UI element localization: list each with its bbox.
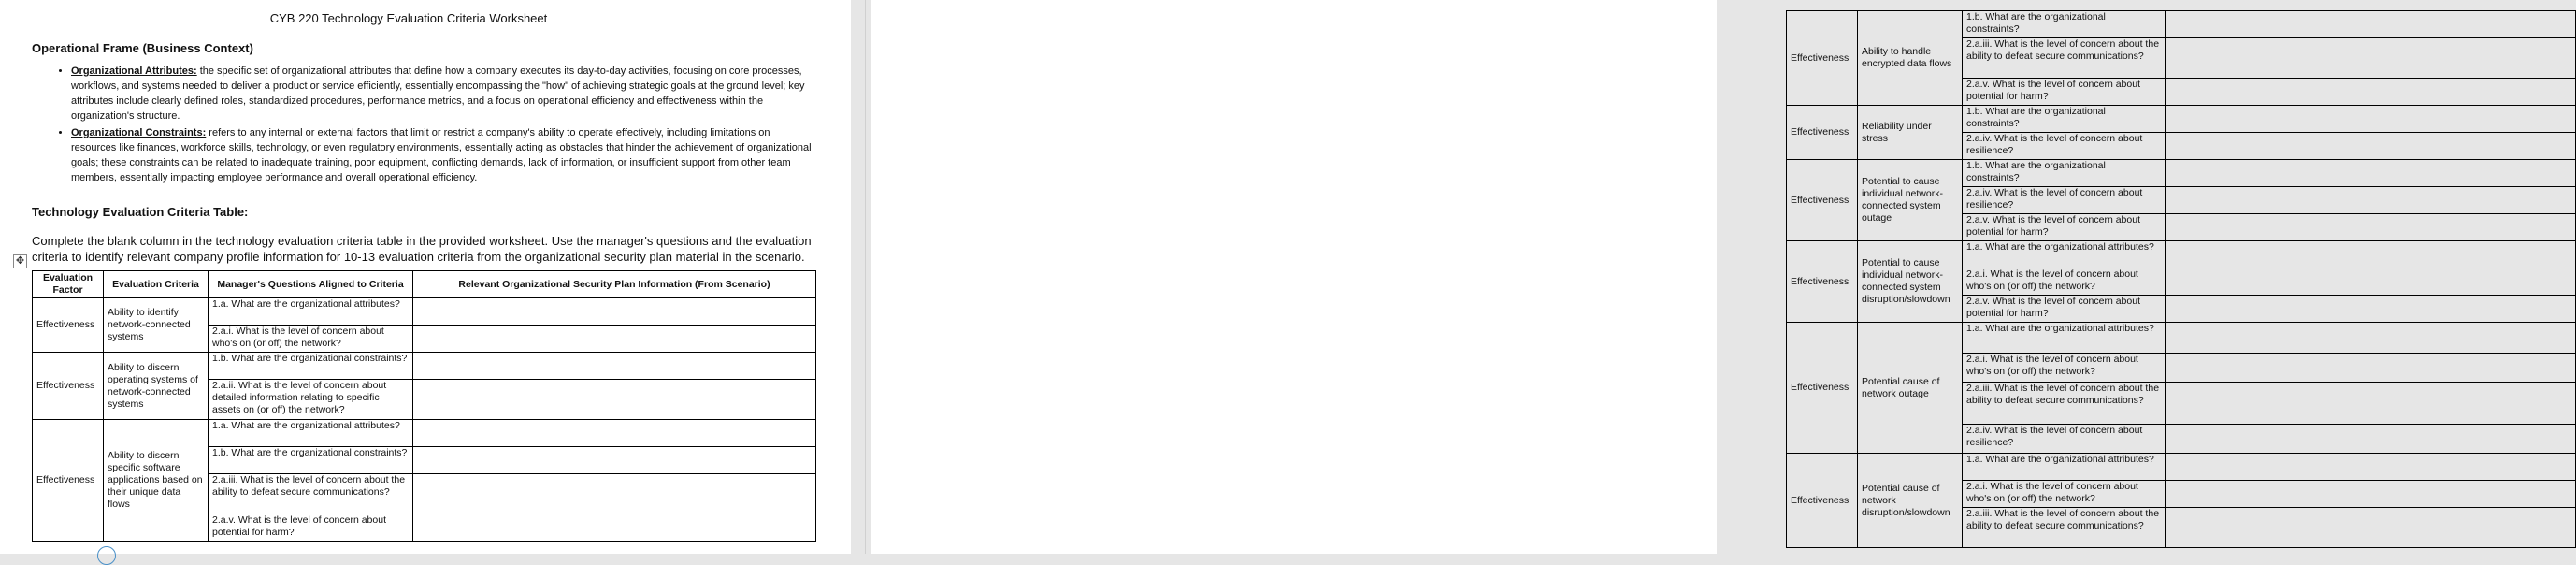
page-logo-icon bbox=[97, 546, 116, 565]
cell-relevant-information-input[interactable] bbox=[413, 326, 816, 353]
cell-manager-question: 2.a.i. What is the level of concern about who's on (or off) the network? bbox=[1963, 268, 2166, 296]
cell-relevant-information-input[interactable] bbox=[2166, 323, 2576, 354]
cell-manager-question: 1.b. What are the organizational constraints? bbox=[1963, 106, 2166, 133]
cell-manager-question: 2.a.iii. What is the level of concern about the ability to defeat secure communications? bbox=[1963, 383, 2166, 425]
cell-manager-question: 2.a.v. What is the level of concern about potential for harm? bbox=[1963, 214, 2166, 241]
cell-manager-question: 2.a.i. What is the level of concern about who's on (or off) the network? bbox=[1963, 481, 2166, 508]
cell-evaluation-factor: Effectiveness bbox=[1787, 454, 1858, 548]
table-header-row bbox=[33, 271, 816, 298]
cell-manager-question: 1.a. What are the organizational attributes? bbox=[209, 298, 413, 326]
document-page-left bbox=[0, 0, 851, 554]
cell-relevant-information-input[interactable] bbox=[413, 420, 816, 447]
table-move-handle-icon[interactable]: ✥ bbox=[13, 254, 27, 268]
table-row bbox=[1787, 11, 2576, 38]
table-row bbox=[1787, 241, 2576, 268]
cell-relevant-information-input[interactable] bbox=[2166, 160, 2576, 187]
section-heading-evaluation-table: Technology Evaluation Criteria Table: bbox=[32, 205, 249, 219]
cell-relevant-information-input[interactable] bbox=[2166, 268, 2576, 296]
page-gutter bbox=[865, 0, 866, 554]
cell-evaluation-criteria: Potential cause of network disruption/slowdown bbox=[1858, 454, 1963, 548]
cell-relevant-information-input[interactable] bbox=[2166, 187, 2576, 214]
cell-evaluation-criteria: Potential to cause individual network-connected system disruption/slowdown bbox=[1858, 241, 1963, 323]
cell-relevant-information-input[interactable] bbox=[2166, 481, 2576, 508]
definitions-list bbox=[32, 64, 817, 187]
cell-relevant-information-input[interactable] bbox=[2166, 296, 2576, 323]
cell-evaluation-criteria: Ability to discern operating systems of network-connected systems bbox=[104, 353, 209, 420]
header-relevant-information: Relevant Organizational Security Plan Information (From Scenario) bbox=[413, 271, 816, 298]
cell-relevant-information-input[interactable] bbox=[2166, 354, 2576, 383]
cell-manager-question: 2.a.i. What is the level of concern about who's on (or off) the network? bbox=[209, 326, 413, 353]
cell-manager-question: 2.a.v. What is the level of concern about potential for harm? bbox=[1963, 79, 2166, 106]
document-title: CYB 220 Technology Evaluation Criteria Worksheet bbox=[269, 11, 548, 25]
cell-evaluation-factor: Effectiveness bbox=[1787, 11, 1858, 106]
cell-evaluation-criteria: Reliability under stress bbox=[1858, 106, 1963, 160]
cell-manager-question: 2.a.iii. What is the level of concern about the ability to defeat secure communications? bbox=[1963, 508, 2166, 548]
cell-manager-question: 1.b. What are the organizational constraints? bbox=[209, 353, 413, 380]
cell-manager-question: 2.a.iii. What is the level of concern about the ability to defeat secure communications? bbox=[1963, 38, 2166, 79]
cell-relevant-information-input[interactable] bbox=[2166, 383, 2576, 425]
cell-manager-question: 2.a.i. What is the level of concern about who's on (or off) the network? bbox=[1963, 354, 2166, 383]
cell-relevant-information-input[interactable] bbox=[413, 298, 816, 326]
cell-relevant-information-input[interactable] bbox=[2166, 241, 2576, 268]
document-page-right bbox=[871, 0, 2160, 554]
cell-manager-question: 2.a.iv. What is the level of concern about resilience? bbox=[1963, 187, 2166, 214]
cell-evaluation-criteria: Ability to identify network-connected systems bbox=[104, 298, 209, 353]
header-evaluation-factor: Evaluation Factor bbox=[33, 271, 104, 298]
instructions-paragraph: Complete the blank column in the technology evaluation criteria table in the provided worksheet. Use the manager's questions and the evaluation criteria to identify relevant company profile information for 10-13 evaluation criteria from the organizational security plan material in the scenario. bbox=[32, 234, 812, 264]
header-evaluation-criteria: Evaluation Criteria bbox=[104, 271, 209, 298]
cell-evaluation-factor: Effectiveness bbox=[1787, 323, 1858, 454]
table-row bbox=[33, 298, 816, 326]
cell-manager-question: 1.a. What are the organizational attributes? bbox=[1963, 241, 2166, 268]
bullet-organizational-constraints bbox=[71, 125, 817, 185]
cell-evaluation-factor: Effectiveness bbox=[1787, 106, 1858, 160]
table-row bbox=[33, 353, 816, 380]
cell-manager-question: 1.b. What are the organizational constraints? bbox=[1963, 11, 2166, 38]
cell-manager-question: 2.a.ii. What is the level of concern about detailed information relating to specific assets on (or off) the network? bbox=[209, 380, 413, 420]
cell-manager-question: 1.a. What are the organizational attributes? bbox=[1963, 323, 2166, 354]
cell-evaluation-criteria: Ability to handle encrypted data flows bbox=[1858, 11, 1963, 106]
cell-evaluation-criteria: Ability to discern specific software applications based on their unique data flows bbox=[104, 420, 209, 542]
bullet-term: Organizational Attributes: bbox=[71, 65, 197, 77]
cell-relevant-information-input[interactable] bbox=[413, 353, 816, 380]
cell-relevant-information-input[interactable] bbox=[2166, 133, 2576, 160]
cell-evaluation-criteria: Potential cause of network outage bbox=[1858, 323, 1963, 454]
table-row bbox=[1787, 106, 2576, 133]
cell-evaluation-factor: Effectiveness bbox=[33, 353, 104, 420]
table-row bbox=[1787, 454, 2576, 481]
cell-manager-question: 1.b. What are the organizational constraints? bbox=[1963, 160, 2166, 187]
evaluation-criteria-table-continued bbox=[1786, 10, 2576, 548]
cell-manager-question: 2.a.iv. What is the level of concern about resilience? bbox=[1963, 425, 2166, 454]
cell-relevant-information-input[interactable] bbox=[2166, 38, 2576, 79]
table-row bbox=[1787, 160, 2576, 187]
section-heading-operational-frame: Operational Frame (Business Context) bbox=[32, 41, 253, 55]
cell-manager-question: 2.a.v. What is the level of concern about potential for harm? bbox=[1963, 296, 2166, 323]
cell-manager-question: 2.a.v. What is the level of concern about potential for harm? bbox=[209, 514, 413, 542]
bullet-text: refers to any internal or external factors that limit or restrict a company's ability to operate effectively, including limitations on resources like finances, workforce skills, technology, or even regulatory environments, essentially acting as obstacles that hinder the achievement of organizational goals; these constraints can be related to inadequate training, poor equipment, conflicting demands, lack of information, or insufficient support from other team members, essentially impacting employee performance and overall operational efficiency. bbox=[71, 127, 812, 183]
cell-relevant-information-input[interactable] bbox=[413, 447, 816, 474]
cell-manager-question: 2.a.iii. What is the level of concern about the ability to defeat secure communications? bbox=[209, 474, 413, 514]
cell-evaluation-factor: Effectiveness bbox=[33, 420, 104, 542]
cell-manager-question: 1.b. What are the organizational constraints? bbox=[209, 447, 413, 474]
evaluation-criteria-table bbox=[32, 270, 816, 542]
cell-relevant-information-input[interactable] bbox=[2166, 214, 2576, 241]
bullet-term: Organizational Constraints: bbox=[71, 127, 207, 138]
cell-evaluation-criteria: Potential to cause individual network-connected system outage bbox=[1858, 160, 1963, 241]
cell-evaluation-factor: Effectiveness bbox=[1787, 241, 1858, 323]
cell-relevant-information-input[interactable] bbox=[2166, 425, 2576, 454]
table-row bbox=[1787, 323, 2576, 354]
cell-manager-question: 1.a. What are the organizational attributes? bbox=[209, 420, 413, 447]
cell-relevant-information-input[interactable] bbox=[413, 474, 816, 514]
cell-evaluation-factor: Effectiveness bbox=[33, 298, 104, 353]
table-row bbox=[33, 420, 816, 447]
bullet-text: the specific set of organizational attributes that define how a company executes its day-to-day activities, focusing on core processes, workflows, and systems needed to deliver a product or service efficiently, essentially encompassing the "how" of achieving strategic goals at the ground level; key attributes include clearly defined roles, standardized procedures, performance metrics, and a focus on operational efficiency and effectiveness within the organization's structure. bbox=[71, 65, 805, 122]
cell-relevant-information-input[interactable] bbox=[2166, 79, 2576, 106]
cell-relevant-information-input[interactable] bbox=[413, 514, 816, 542]
cell-manager-question: 2.a.iv. What is the level of concern about resilience? bbox=[1963, 133, 2166, 160]
cell-relevant-information-input[interactable] bbox=[2166, 454, 2576, 481]
cell-relevant-information-input[interactable] bbox=[2166, 106, 2576, 133]
cell-relevant-information-input[interactable] bbox=[2166, 508, 2576, 548]
cell-evaluation-factor: Effectiveness bbox=[1787, 160, 1858, 241]
cell-manager-question: 1.a. What are the organizational attributes? bbox=[1963, 454, 2166, 481]
bullet-organizational-attributes bbox=[71, 64, 817, 123]
header-managers-questions: Manager's Questions Aligned to Criteria bbox=[209, 271, 413, 298]
cell-relevant-information-input[interactable] bbox=[2166, 11, 2576, 38]
cell-relevant-information-input[interactable] bbox=[413, 380, 816, 420]
